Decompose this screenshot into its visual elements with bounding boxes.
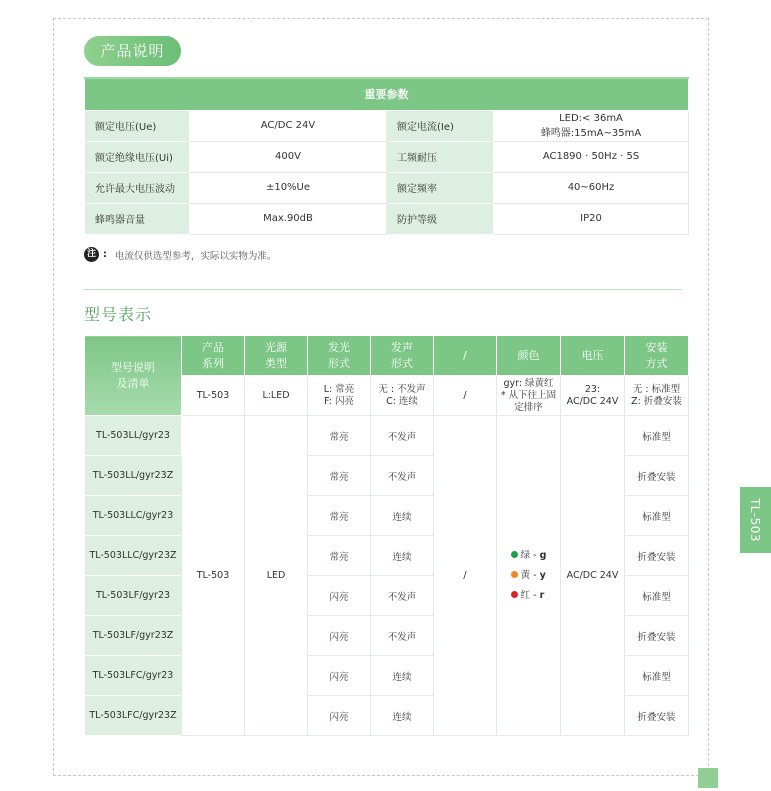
param-value-line: IP20 <box>580 213 602 224</box>
light-mode-cell: 常亮 <box>308 416 371 456</box>
model-name-cell: TL-503LL/gyr23 <box>85 416 182 456</box>
side-tab[interactable] <box>740 487 771 553</box>
model-column-header <box>434 336 497 376</box>
light-mode-cell: 常亮 <box>308 496 371 536</box>
header-line: 光源 <box>265 340 287 354</box>
color-item <box>511 586 547 606</box>
params-header: 重要参数 <box>85 78 689 110</box>
color-list <box>511 546 547 606</box>
model-table <box>84 335 689 736</box>
header-line: 产品 <box>202 340 224 354</box>
legend-line: F: 闪亮 <box>324 395 354 407</box>
sound-mode-cell: 连续 <box>371 696 434 736</box>
model-column-header <box>561 336 625 376</box>
param-value: 400V <box>190 141 387 172</box>
legend-line: / <box>463 389 467 401</box>
legend-line: 无 : 不发声 <box>378 383 426 395</box>
param-value-line: AC1890 · 50Hz · 5S <box>542 151 640 162</box>
sound-mode-cell: 连续 <box>371 536 434 576</box>
sound-mode-cell: 不发声 <box>371 576 434 616</box>
series-cell: TL-503 <box>182 416 245 736</box>
legend-line: 无 : 标准型 <box>632 383 681 395</box>
params-row <box>85 172 689 203</box>
color-name: 绿 <box>520 549 531 561</box>
model-column-header <box>308 336 371 376</box>
header-line: 电压 <box>581 348 604 362</box>
param-value: ±10%Ue <box>190 172 387 203</box>
header-line: 系列 <box>202 356 224 370</box>
light-mode-cell: 常亮 <box>308 536 371 576</box>
mount-cell: 标准型 <box>625 496 689 536</box>
model-legend-cell <box>308 376 371 416</box>
model-name-cell: TL-503LFC/gyr23 <box>85 656 182 696</box>
model-name-cell: TL-503LLC/gyr23 <box>85 496 182 536</box>
model-column-header <box>371 336 434 376</box>
header-line: 形式 <box>328 356 350 370</box>
param-value-line: LED:< 36mA <box>559 112 623 124</box>
color-code: g <box>539 549 547 561</box>
param-label: 额定电压(Ue) <box>85 110 190 141</box>
color-sep: - <box>530 549 540 561</box>
model-name-cell: TL-503LL/gyr23Z <box>85 456 182 496</box>
legend-line: L:LED <box>262 389 290 401</box>
mount-cell: 折叠安装 <box>625 616 689 656</box>
legend-line: L: 常亮 <box>323 383 355 395</box>
header-line: 形式 <box>391 356 413 370</box>
params-row <box>85 141 689 172</box>
color-code: r <box>539 589 545 601</box>
params-table <box>84 77 689 235</box>
sound-mode-cell: 连续 <box>371 656 434 696</box>
params-row <box>85 203 689 234</box>
note-badge: 注 <box>84 247 99 262</box>
header-line: 方式 <box>645 356 668 370</box>
legend-line: Z: 折叠安装 <box>631 395 682 407</box>
mount-cell: 折叠安装 <box>625 536 689 576</box>
color-item <box>511 566 547 586</box>
param-label: 额定电流(Ie) <box>387 110 494 141</box>
note-text: 电流仅供选型参考，实际以实物为准。 <box>114 250 277 262</box>
header-line: 发声 <box>391 340 413 354</box>
param-value <box>494 110 689 141</box>
light-source-cell: LED <box>245 416 308 736</box>
color-sep: - <box>530 589 540 601</box>
header-line: 安装 <box>645 340 668 354</box>
color-sep: - <box>530 569 540 581</box>
model-corner-header <box>85 336 182 416</box>
sound-mode-cell: 连续 <box>371 496 434 536</box>
mount-cell: 折叠安装 <box>625 696 689 736</box>
light-mode-cell: 闪亮 <box>308 696 371 736</box>
section-divider <box>84 289 682 290</box>
model-column-header <box>497 336 561 376</box>
model-column-header <box>245 336 308 376</box>
light-mode-cell: 闪亮 <box>308 616 371 656</box>
sound-mode-cell: 不发声 <box>371 456 434 496</box>
model-legend-cell <box>434 376 497 416</box>
color-dot-icon <box>511 551 518 558</box>
section-title-model: 型号表示 <box>84 305 153 324</box>
param-value: AC/DC 24V <box>190 110 387 141</box>
voltage-cell: AC/DC 24V <box>561 416 625 736</box>
sound-mode-cell: 不发声 <box>371 616 434 656</box>
legend-line: gyr: 绿黄红 <box>503 377 554 389</box>
param-value <box>494 141 689 172</box>
color-dot-icon <box>511 571 518 578</box>
mount-cell: 标准型 <box>625 576 689 616</box>
section-title-product-description: 产品说明 <box>84 36 181 66</box>
param-label: 允许最大电压波动 <box>85 172 190 203</box>
param-label: 防护等级 <box>387 203 494 234</box>
header-line: 颜色 <box>517 348 540 362</box>
color-name: 红 <box>520 589 531 601</box>
param-value-line: 蜂鸣器:15mA~35mA <box>540 127 642 139</box>
params-row <box>85 110 689 141</box>
table-row <box>85 416 689 456</box>
mount-cell: 标准型 <box>625 416 689 456</box>
param-value-line: 40~60Hz <box>567 182 615 193</box>
param-label: 额定频率 <box>387 172 494 203</box>
model-legend-cell <box>497 376 561 416</box>
mount-cell: 折叠安装 <box>625 456 689 496</box>
legend-line: AC/DC 24V <box>566 395 619 407</box>
legend-line: TL-503 <box>196 389 230 401</box>
header-line: / <box>463 348 467 362</box>
color-cell <box>497 416 561 736</box>
legend-line: 定排序 <box>514 401 543 413</box>
model-name-cell: TL-503LFC/gyr23Z <box>85 696 182 736</box>
model-legend-cell <box>245 376 308 416</box>
model-name-cell: TL-503LF/gyr23 <box>85 576 182 616</box>
note <box>84 247 276 262</box>
model-column-header <box>625 336 689 376</box>
param-label: 蜂鸣器音量 <box>85 203 190 234</box>
header-line: 发光 <box>328 340 350 354</box>
legend-line: C: 连续 <box>386 395 418 407</box>
model-header-row <box>85 336 689 376</box>
header-line: 类型 <box>265 356 287 370</box>
param-label: 工频耐压 <box>387 141 494 172</box>
model-legend-cell <box>561 376 625 416</box>
color-name: 黄 <box>520 569 531 581</box>
param-value <box>494 172 689 203</box>
mount-cell: 标准型 <box>625 656 689 696</box>
model-column-header <box>182 336 245 376</box>
model-legend-cell <box>625 376 689 416</box>
note-colon: : <box>103 249 107 260</box>
model-legend-cell <box>182 376 245 416</box>
light-mode-cell: 常亮 <box>308 456 371 496</box>
model-name-cell: TL-503LLC/gyr23Z <box>85 536 182 576</box>
light-mode-cell: 闪亮 <box>308 656 371 696</box>
slash-cell: / <box>434 416 497 736</box>
model-legend-cell <box>371 376 434 416</box>
light-mode-cell: 闪亮 <box>308 576 371 616</box>
model-name-cell: TL-503LF/gyr23Z <box>85 616 182 656</box>
param-value: Max.90dB <box>190 203 387 234</box>
param-value <box>494 203 689 234</box>
legend-line: 23: <box>584 383 601 395</box>
color-code: y <box>539 569 546 581</box>
color-item <box>511 546 547 566</box>
corner-line: 及清单 <box>116 376 150 390</box>
legend-line: * 从下往上固 <box>500 389 557 401</box>
param-label: 额定绝缘电压(Ui) <box>85 141 190 172</box>
color-dot-icon <box>511 591 518 598</box>
side-tab-label: TL-503 <box>748 497 763 543</box>
corner-square <box>698 768 718 788</box>
corner-line: 型号说明 <box>111 360 155 374</box>
sound-mode-cell: 不发声 <box>371 416 434 456</box>
